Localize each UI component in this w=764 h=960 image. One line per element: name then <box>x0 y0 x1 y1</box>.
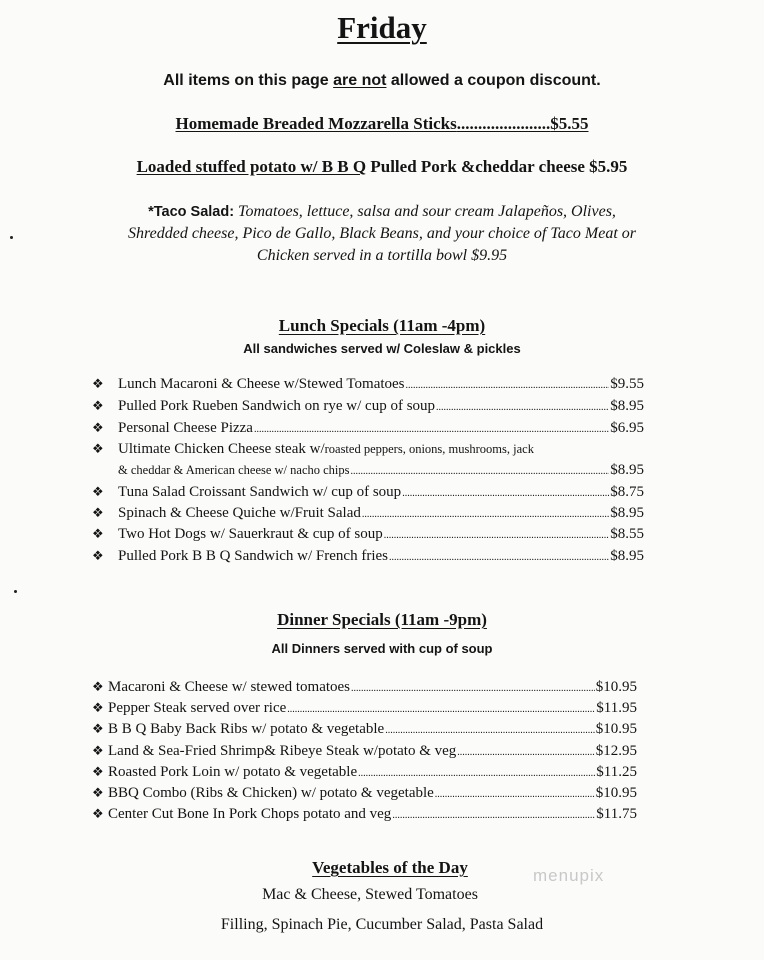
bullet-icon: ❖ <box>92 721 104 736</box>
item-price: $12.95 <box>595 743 637 759</box>
dinner-item <box>92 764 637 781</box>
dot-leader <box>287 700 595 717</box>
menupix-watermark: menupix <box>533 866 605 885</box>
item-name: B B Q Baby Back Ribs w/ potato & vegetable <box>108 721 385 737</box>
dot-leader <box>351 462 610 479</box>
item-name: Personal Cheese Pizza <box>118 420 253 436</box>
bullet-icon: ❖ <box>92 679 104 694</box>
bullet-icon: ❖ <box>92 376 104 391</box>
scan-speck <box>14 590 17 593</box>
taco-salad-line1: Tomatoes, lettuce, salsa and sour cream Jalapeños, Olives, <box>234 203 616 220</box>
lunch-item <box>92 505 644 522</box>
lunch-item <box>92 548 644 565</box>
dot-leader <box>384 526 610 543</box>
appetizer-name-rest: Pulled Pork &cheddar cheese <box>366 157 590 176</box>
item-name: Spinach & Cheese Quiche w/Fruit Salad <box>118 505 361 521</box>
dot-leader <box>358 764 595 781</box>
dinner-item <box>92 679 637 696</box>
vegetables-line2: Filling, Spinach Pie, Cucumber Salad, Pasta Salad <box>220 916 544 933</box>
bullet-icon: ❖ <box>92 526 104 541</box>
bullet-icon: ❖ <box>92 548 104 563</box>
lunch-specials-subtitle: All sandwiches served w/ Coleslaw & pickles <box>243 341 521 356</box>
lunch-item <box>92 441 692 458</box>
item-name: Pepper Steak served over rice <box>108 700 287 716</box>
bullet-icon: ❖ <box>92 806 104 821</box>
item-name: Pulled Pork Rueben Sandwich on rye w/ cup of soup <box>118 398 436 414</box>
appetizer-dots: ...................... <box>456 114 551 133</box>
item-price: $11.95 <box>596 700 637 716</box>
dot-leader <box>389 548 609 565</box>
dot-leader <box>436 398 609 415</box>
dot-leader <box>254 420 609 437</box>
appetizer-name-underlined: Loaded stuffed potato w/ B B Q <box>136 157 367 176</box>
dinner-specials-subtitle: All Dinners served with cup of soup <box>271 641 493 656</box>
item-name: Roasted Pork Loin w/ potato & vegetable <box>108 764 358 780</box>
lunch-item <box>92 526 644 543</box>
dot-leader <box>385 721 595 738</box>
taco-salad-line3: Chicken served in a tortilla bowl <box>256 247 472 264</box>
appetizer-price: $5.55 <box>550 114 589 133</box>
dinner-item <box>92 743 637 760</box>
item-price: $11.75 <box>596 806 637 822</box>
item-name-extra: roasted peppers, onions, mushrooms, jack <box>324 442 534 456</box>
appetizer-name: Homemade Breaded Mozzarella Sticks <box>175 114 457 133</box>
item-price: $8.95 <box>610 462 644 478</box>
bullet-icon: ❖ <box>92 764 104 779</box>
item-name: Land & Sea-Fried Shrimp& Ribeye Steak w/potato & veg <box>108 743 457 759</box>
scan-speck <box>10 236 13 239</box>
item-name: Two Hot Dogs w/ Sauerkraut & cup of soup <box>118 526 383 542</box>
item-name: Tuna Salad Croissant Sandwich w/ cup of soup <box>118 484 402 500</box>
taco-salad-label: *Taco Salad: <box>148 204 235 220</box>
vegetables-line1: Mac & Cheese, Stewed Tomatoes <box>262 886 478 903</box>
coupon-notice-after: allowed a coupon discount. <box>386 72 601 89</box>
dinner-item <box>92 785 637 802</box>
item-price: $8.95 <box>610 548 644 564</box>
dot-leader <box>362 505 609 522</box>
dinner-item <box>92 806 637 823</box>
bullet-icon: ❖ <box>92 700 104 715</box>
appetizer-mozzarella-sticks <box>0 114 764 134</box>
page-title: Friday <box>337 10 427 45</box>
item-name: Macaroni & Cheese w/ stewed tomatoes <box>108 679 351 695</box>
item-name: Pulled Pork B B Q Sandwich w/ French fries <box>118 548 388 564</box>
item-price: $8.95 <box>610 505 644 521</box>
bullet-icon: ❖ <box>92 441 104 456</box>
item-name: Lunch Macaroni & Cheese w/Stewed Tomatoes <box>118 376 405 392</box>
dinner-item <box>92 721 637 738</box>
dot-leader <box>402 484 609 501</box>
dinner-item <box>92 700 637 717</box>
item-price: $6.95 <box>610 420 644 436</box>
dot-leader <box>406 376 610 393</box>
item-price: $8.55 <box>610 526 644 542</box>
bullet-icon: ❖ <box>92 505 104 520</box>
item-name: Center Cut Bone In Pork Chops potato and veg <box>108 806 392 822</box>
bullet-icon: ❖ <box>92 420 104 435</box>
taco-salad <box>40 201 724 267</box>
bullet-icon: ❖ <box>92 398 104 413</box>
taco-salad-price: $9.95 <box>471 247 508 264</box>
vegetables-heading: Vegetables of the Day <box>312 858 468 877</box>
dinner-specials-heading: Dinner Specials (11am -9pm) <box>277 610 487 629</box>
bullet-icon: ❖ <box>92 743 104 758</box>
dot-leader <box>351 679 595 696</box>
item-price: $10.95 <box>595 785 637 801</box>
dot-leader <box>457 743 594 760</box>
appetizer-loaded-potato <box>0 157 764 177</box>
item-name-line2: & cheddar & American cheese w/ nacho chips <box>118 463 350 477</box>
dot-leader <box>392 806 595 823</box>
dot-leader <box>435 785 595 802</box>
item-price: $10.95 <box>595 679 637 695</box>
item-name: Ultimate Chicken Cheese steak w/ <box>118 441 325 457</box>
item-price: $9.55 <box>610 376 644 392</box>
lunch-item <box>92 398 644 415</box>
appetizer-price: $5.95 <box>589 157 628 176</box>
lunch-item <box>92 420 644 437</box>
item-price: $11.25 <box>596 764 637 780</box>
lunch-specials-heading: Lunch Specials (11am -4pm) <box>278 316 486 335</box>
item-price: $10.95 <box>595 721 637 737</box>
item-price: $8.75 <box>610 484 644 500</box>
coupon-notice-before: All items on this page <box>163 72 334 89</box>
item-price: $8.95 <box>610 398 644 414</box>
coupon-notice <box>0 72 764 90</box>
item-name: BBQ Combo (Ribs & Chicken) w/ potato & vegetable <box>108 785 434 801</box>
lunch-item <box>92 376 644 393</box>
bullet-icon: ❖ <box>92 484 104 499</box>
bullet-icon: ❖ <box>92 785 104 800</box>
lunch-item-continuation <box>118 462 644 479</box>
coupon-notice-emphasis: are not <box>333 72 387 89</box>
taco-salad-line2: Shredded cheese, Pico de Gallo, Black Beans, and your choice of Taco Meat or <box>127 225 636 242</box>
lunch-item <box>92 484 644 501</box>
